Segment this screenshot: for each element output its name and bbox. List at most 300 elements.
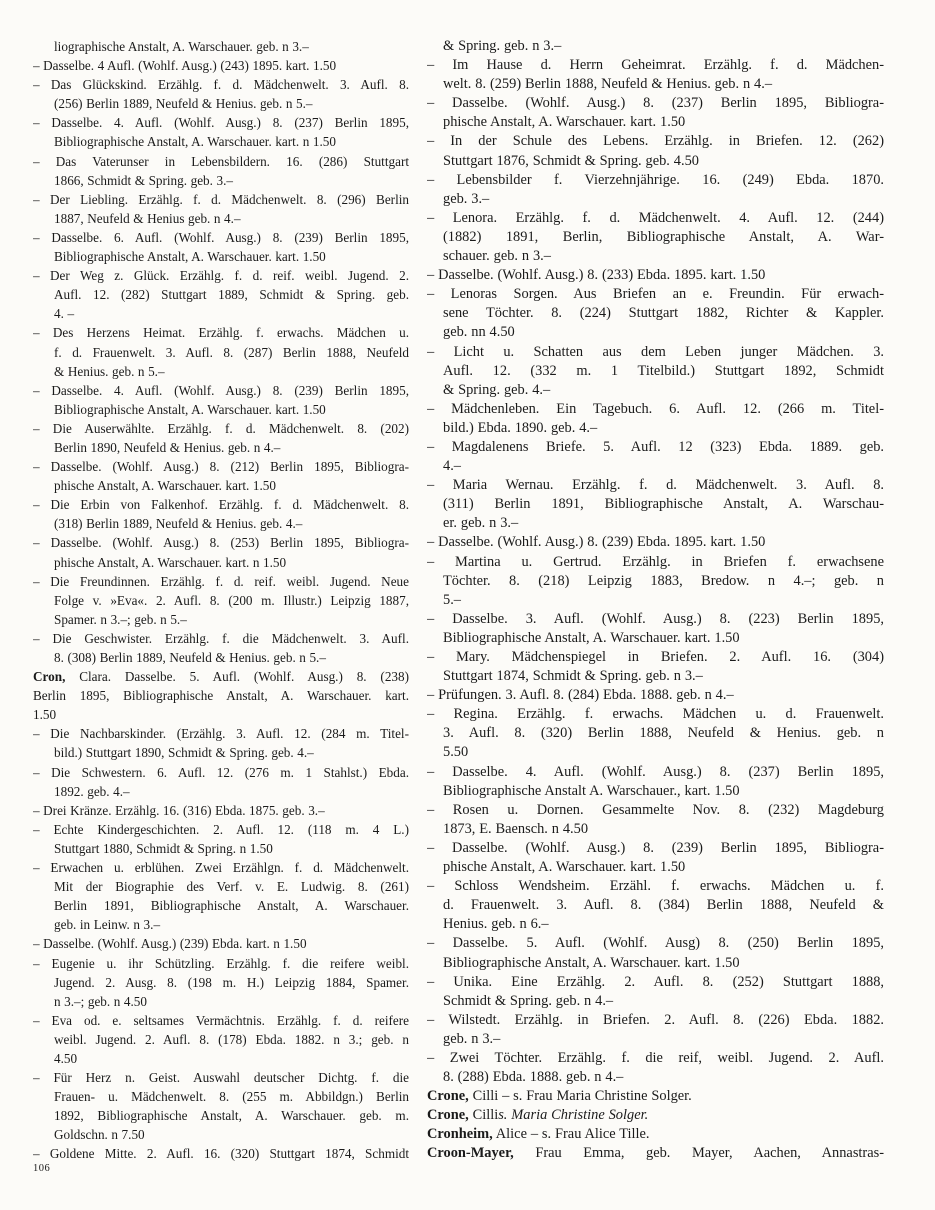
text-line	[427, 343, 884, 362]
text-line	[33, 934, 409, 953]
text-line	[33, 782, 409, 801]
catalog-entry	[427, 686, 884, 705]
entry-text: Bibliographische Anstalt, A. Warschauer. kart. 1.50	[443, 629, 740, 646]
text-line	[33, 820, 409, 839]
text-line	[33, 209, 409, 228]
text-line	[33, 495, 409, 514]
entry-text: – Eva od. e. seltsames Vermächtnis. Erzählg. f. d. reifere	[33, 1012, 409, 1028]
entry-text: – Magdalenens Briefe. 5. Aufl. 12 (323) Ebda. 1889. geb.	[427, 438, 884, 455]
text-line	[427, 820, 884, 839]
entry-text: (318) Berlin 1889, Neufeld & Henius. geb. 4.–	[54, 516, 303, 532]
text-line	[33, 629, 409, 648]
entry-text: – Mädchenleben. Ein Tagebuch. 6. Aufl. 12. (266 m. Titel-	[427, 400, 884, 417]
entry-text: – Dasselbe. 5. Aufl. (Wohlf. Ausg) 8. (250) Berlin 1895,	[427, 935, 884, 952]
entry-text: (256) Berlin 1889, Neufeld & Henius. geb. n 5.–	[54, 96, 313, 112]
text-line	[33, 343, 409, 362]
entry-text: liographische Anstalt, A. Warschauer. geb. n 3.–	[54, 39, 309, 54]
text-line	[427, 476, 884, 495]
entry-text: – Zwei Töchter. Erzählg. f. die reif, weibl. Jugend. 2. Aufl.	[427, 1049, 884, 1066]
text-line	[427, 419, 884, 438]
text-line	[33, 400, 409, 419]
entry-text: phische Anstalt, A. Warschauer. kart. 1.50	[54, 478, 276, 494]
entry-text: er. geb. n 3.–	[443, 515, 519, 532]
entry-text: Berlin 1890, Neufeld & Henius. geb. n 4.–	[54, 439, 281, 455]
text-line	[427, 152, 884, 171]
entry-text: – Die Erbin von Falkenhof. Erzählg. f. d. Mädchenwelt. 8.	[33, 497, 409, 513]
entry-text: 8. (288) Ebda. 1888. geb. n 4.–	[443, 1069, 624, 1086]
text-line	[33, 686, 409, 705]
author-name: Cron,	[33, 669, 66, 685]
text-line	[33, 992, 409, 1011]
text-line	[427, 1106, 884, 1125]
entry-text: geb. nn 4.50	[443, 324, 515, 341]
entry-text: 1892, Bibliographische Anstalt, A. Warschauer. geb. m.	[54, 1108, 409, 1124]
text-line	[427, 362, 884, 381]
catalog-entry	[427, 973, 884, 1011]
text-line	[427, 934, 884, 953]
text-line	[427, 400, 884, 419]
entry-text: – Dasselbe. 4. Aufl. (Wohlf. Ausg.) 8. (237) Berlin 1895,	[427, 763, 884, 780]
entry-text: – Dasselbe. 6. Aufl. (Wohlf. Ausg.) 8. (239) Berlin 1895,	[33, 229, 409, 245]
catalog-entry	[33, 495, 409, 533]
entry-text: bild.) Stuttgart 1890, Schmidt & Spring. geb. 4.–	[54, 745, 314, 761]
catalog-entry	[427, 801, 884, 839]
entry-text: weibl. Jugend. 2. Aufl. 8. (178) Ebda. 1882. n 3.; geb. n	[54, 1031, 409, 1047]
text-line	[427, 533, 884, 552]
entry-text: – Die Geschwister. Erzählg. f. die Mädchenwelt. 3. Aufl.	[33, 630, 409, 646]
text-line	[33, 954, 409, 973]
catalog-entry	[427, 553, 884, 610]
text-line	[33, 457, 409, 476]
entry-text: & Henius. geb. n 5.–	[54, 363, 165, 379]
catalog-entry	[33, 820, 409, 858]
entry-text: – Lenora. Erzählg. f. d. Mädchenwelt. 4. Aufl. 12. (244)	[427, 209, 884, 226]
entry-text: Frauen- u. Mädchenwelt. 8. (255 m. Abbildgn.) Berlin	[54, 1089, 409, 1105]
entry-text: – Dasselbe. (Wohlf. Ausg.) 8. (212) Berlin 1895, Bibliogra-	[33, 459, 409, 475]
entry-text: – Dasselbe. (Wohlf. Ausg.) 8. (253) Berlin 1895, Bibliogra-	[33, 535, 409, 551]
catalog-entry	[33, 266, 409, 323]
text-line	[427, 667, 884, 686]
entry-text: d. Frauenwelt. 3. Aufl. 8. (384) Berlin 1888, Neufeld &	[443, 897, 884, 914]
text-line	[427, 132, 884, 151]
catalog-entry	[427, 56, 884, 94]
text-line	[427, 381, 884, 400]
text-line	[33, 113, 409, 132]
entry-text: Stuttgart 1876, Schmidt & Spring. geb. 4.50	[443, 152, 699, 169]
entry-text: Stuttgart 1880, Schmidt & Spring. n 1.50	[54, 840, 273, 856]
text-line	[427, 724, 884, 743]
entry-text: Schmidt & Spring. geb. n 4.–	[443, 992, 614, 1009]
catalog-entry	[33, 858, 409, 934]
entry-text: Spamer. n 3.–; geb. n 5.–	[54, 611, 187, 627]
text-line	[427, 648, 884, 667]
entry-text: 5.–	[443, 591, 461, 608]
text-line	[33, 533, 409, 552]
text-line	[427, 37, 884, 56]
entry-text: Henius. geb. n 6.–	[443, 916, 549, 933]
text-line	[427, 247, 884, 266]
text-line	[427, 113, 884, 132]
text-line	[427, 877, 884, 896]
entry-text: Folge v. »Eva«. 2. Aufl. 8. (200 m. Illustr.) Leipzig 1887,	[54, 592, 409, 608]
text-line	[33, 667, 409, 686]
catalog-entry	[427, 648, 884, 686]
entry-text: 4.50	[54, 1050, 78, 1066]
entry-text: 3. Aufl. 8. (320) Berlin 1888, Neufeld & Henius. geb. n	[443, 725, 884, 742]
text-line	[427, 56, 884, 75]
text-line	[33, 152, 409, 171]
entry-text: 1866, Schmidt & Spring. geb. 3.–	[54, 172, 233, 188]
catalog-entry	[427, 400, 884, 438]
catalog-entry	[33, 1011, 409, 1068]
catalog-entry	[33, 934, 409, 953]
entry-text: Goldschn. n 7.50	[54, 1127, 145, 1143]
text-line	[427, 1144, 884, 1163]
catalog-entry	[427, 610, 884, 648]
catalog-entry	[427, 533, 884, 552]
text-line	[33, 323, 409, 342]
entry-text: – Echte Kindergeschichten. 2. Aufl. 12. (118 m. 4 L.)	[33, 821, 409, 837]
catalog-entry	[427, 209, 884, 266]
text-line	[427, 801, 884, 820]
text-line	[33, 438, 409, 457]
entry-text: – Dasselbe. (Wohlf. Ausg.) 8. (239) Ebda. 1895. kart. 1.50	[427, 534, 766, 551]
text-line	[33, 915, 409, 934]
text-line	[33, 1144, 409, 1163]
text-line	[427, 285, 884, 304]
catalog-entry	[427, 94, 884, 132]
text-line	[427, 514, 884, 533]
entry-text: n 3.–; geb. n 4.50	[54, 993, 147, 1009]
entry-text: – Dasselbe. 3. Aufl. (Wohlf. Ausg.) 8. (223) Berlin 1895,	[427, 610, 884, 627]
entry-text: geb. in Leinw. n 3.–	[54, 917, 161, 933]
entry-text: & Spring. geb. n 3.–	[443, 38, 562, 54]
text-line	[33, 1106, 409, 1125]
text-line	[33, 1125, 409, 1144]
text-line	[33, 572, 409, 591]
entry-text: Aufl. 12. (282) Stuttgart 1889, Schmidt & Spring. geb.	[54, 287, 409, 303]
text-line	[427, 686, 884, 705]
catalog-entry	[33, 323, 409, 380]
catalog-entry	[33, 763, 409, 801]
text-line	[427, 973, 884, 992]
entry-text: 4. –	[54, 306, 75, 322]
text-line	[33, 705, 409, 724]
entry-text: welt. 8. (259) Berlin 1888, Neufeld & Henius. geb. n 4.–	[443, 76, 773, 93]
text-line	[33, 190, 409, 209]
catalog-entry	[33, 724, 409, 762]
entry-text: – Goldene Mitte. 2. Aufl. 16. (320) Stuttgart 1874, Schmidt	[33, 1146, 409, 1162]
catalog-entry	[33, 56, 409, 75]
text-line	[427, 896, 884, 915]
text-line	[427, 572, 884, 591]
text-line	[427, 839, 884, 858]
entry-text: – Dasselbe. 4. Aufl. (Wohlf. Ausg.) 8. (237) Berlin 1895,	[33, 115, 409, 131]
catalog-entry	[427, 285, 884, 342]
text-line	[427, 323, 884, 342]
text-line	[427, 75, 884, 94]
entry-text: Alice – s. Frau Alice Tille.	[492, 1126, 650, 1143]
catalog-entry	[427, 1144, 884, 1163]
catalog-entry	[427, 1049, 884, 1087]
entry-text: Cilli – s. Frau Maria Christine Solger.	[468, 1088, 692, 1105]
entry-text: 1.50	[33, 707, 57, 723]
text-line	[427, 190, 884, 209]
entry-text: Cilli	[468, 1107, 499, 1124]
page-number: 106	[33, 1163, 51, 1174]
text-line	[427, 610, 884, 629]
entry-text: – Das Glückskind. Erzählg. f. d. Mädchenwelt. 3. Aufl. 8.	[33, 77, 409, 93]
entry-text: geb. n 3.–	[443, 1030, 501, 1047]
author-name: Crone,	[427, 1088, 469, 1105]
catalog-entry	[427, 1125, 884, 1144]
text-line	[427, 228, 884, 247]
entry-text: – Der Weg z. Glück. Erzählg. f. d. reif. weibl. Jugend. 2.	[33, 268, 409, 284]
entry-text: Bibliographische Anstalt, A. Warschauer. kart. 1.50	[54, 401, 326, 417]
entry-text: (1882) 1891, Berlin, Bibliographische Anstalt, A. War-	[443, 228, 884, 245]
catalog-entry	[427, 839, 884, 877]
entry-text: 5.50	[443, 744, 469, 761]
catalog-entry	[33, 152, 409, 190]
catalog-entry	[427, 1106, 884, 1125]
entry-text: Aufl. 12. (332 m. 1 Titelbild.) Stuttgart 1892, Schmidt	[443, 362, 884, 379]
catalog-entry	[33, 190, 409, 228]
catalog-entry	[427, 438, 884, 476]
entry-text: – Regina. Erzählg. f. erwachs. Mädchen u. d. Frauenwelt.	[427, 706, 884, 723]
entry-text: Bibliographische Anstalt A. Warschauer., kart. 1.50	[443, 782, 740, 799]
text-line	[33, 419, 409, 438]
entry-text: Frau Emma, geb. Mayer, Aachen, Annastras-	[513, 1145, 884, 1162]
text-line	[33, 228, 409, 247]
catalog-entry	[33, 457, 409, 495]
catalog-entry	[33, 37, 409, 56]
entry-text: Mit der Biographie des Verf. v. E. Ludwig. 8. (261)	[54, 879, 409, 895]
entry-text: – Des Herzens Heimat. Erzählg. f. erwachs. Mädchen u.	[33, 325, 409, 341]
text-line	[427, 782, 884, 801]
text-line	[427, 954, 884, 973]
text-line	[33, 1011, 409, 1030]
entry-text: Berlin 1891, Bibliographische Anstalt, A. Warschauer.	[54, 898, 409, 914]
catalog-entry	[427, 1011, 884, 1049]
catalog-entry	[427, 1087, 884, 1106]
text-line	[427, 1068, 884, 1087]
entry-text: Berlin 1895, Bibliographische Anstalt, A. Warschauer. kart.	[33, 688, 409, 704]
text-line	[427, 763, 884, 782]
catalog-entry	[33, 801, 409, 820]
text-line	[427, 858, 884, 877]
text-line	[33, 839, 409, 858]
catalog-entry	[427, 343, 884, 400]
text-line	[33, 591, 409, 610]
entry-text: Stuttgart 1874, Schmidt & Spring. geb. n 3.–	[443, 668, 703, 685]
text-line	[33, 877, 409, 896]
catalog-entry	[33, 419, 409, 457]
entry-text: – Unika. Eine Erzählg. 2. Aufl. 8. (252) Stuttgart 1888,	[427, 973, 884, 990]
entry-text: Jugend. 2. Ausg. 8. (198 m. H.) Leipzig 1884, Spamer.	[54, 974, 409, 990]
catalog-entry	[33, 381, 409, 419]
text-line	[33, 743, 409, 762]
entry-text: – Licht u. Schatten aus dem Leben junger Mädchen. 3.	[427, 343, 884, 360]
entry-text: – Dasselbe. (Wohlf. Ausg.) 8. (239) Berlin 1895, Bibliogra-	[427, 839, 884, 856]
entry-text: Bibliographische Anstalt, A. Warschauer. kart. 1.50	[443, 954, 740, 971]
text-line	[33, 724, 409, 743]
text-line	[427, 629, 884, 648]
author-name: Cronheim,	[427, 1126, 493, 1143]
entry-text: – Im Hause d. Herrn Geheimrat. Erzählg. f. d. Mädchen-	[427, 57, 884, 74]
catalog-entry	[33, 572, 409, 629]
text-line	[33, 858, 409, 877]
entry-text: Clara. Dasselbe. 5. Aufl. (Wohlf. Ausg.) 8. (238)	[65, 669, 409, 685]
entry-text: phische Anstalt, A. Warschauer. kart. 1.50	[443, 859, 686, 876]
entry-text: – Wilstedt. Erzählg. in Briefen. 2. Aufl. 8. (226) Ebda. 1882.	[427, 1011, 884, 1028]
entry-text: – Die Auserwählte. Erzählg. f. d. Mädchenwelt. 8. (202)	[33, 420, 409, 436]
text-line	[33, 304, 409, 323]
text-line	[33, 381, 409, 400]
entry-text: 1887, Neufeld & Henius geb. n 4.–	[54, 210, 241, 226]
text-line	[33, 610, 409, 629]
entry-text: (311) Berlin 1891, Bibliographische Anstalt, A. Warschau-	[443, 496, 884, 513]
catalog-entry	[427, 763, 884, 801]
text-line	[33, 362, 409, 381]
text-line	[33, 476, 409, 495]
text-line	[427, 457, 884, 476]
text-line	[33, 896, 409, 915]
text-line	[33, 247, 409, 266]
entry-text: & Spring. geb. 4.–	[443, 381, 551, 398]
text-line	[33, 514, 409, 533]
entry-text: – Dasselbe. (Wohlf. Ausg.) 8. (237) Berlin 1895, Bibliogra-	[427, 95, 884, 112]
text-line	[33, 553, 409, 572]
entry-text: – Prüfungen. 3. Aufl. 8. (284) Ebda. 1888. geb. n 4.–	[427, 687, 734, 704]
text-line	[33, 763, 409, 782]
text-line	[427, 209, 884, 228]
catalog-entry	[427, 266, 884, 285]
entry-text: phische Anstalt, A. Warschauer. kart. 1.50	[443, 114, 686, 131]
catalog-entry	[33, 629, 409, 667]
text-line	[427, 1011, 884, 1030]
text-line	[33, 75, 409, 94]
entry-text: – Maria Wernau. Erzählg. f. d. Mädchenwelt. 3. Aufl. 8.	[427, 477, 884, 494]
text-line	[33, 1087, 409, 1106]
entry-text: Bibliographische Anstalt, A. Warschauer. kart. 1.50	[54, 249, 326, 265]
catalog-entry	[427, 37, 884, 56]
entry-text: – Eugenie u. ihr Schützling. Erzählg. f. die reifere weibl.	[33, 955, 409, 971]
catalog-entry	[427, 476, 884, 533]
text-line	[427, 171, 884, 190]
catalog-entry	[427, 934, 884, 972]
text-line	[33, 1030, 409, 1049]
entry-text: – Schloss Wendsheim. Erzähl. f. erwachs. Mädchen u. f.	[427, 878, 884, 895]
entry-text: – Lenoras Sorgen. Aus Briefen an e. Freundin. Für erwach-	[427, 286, 884, 303]
entry-text: – Martina u. Gertrud. Erzählg. in Briefen f. erwachsene	[427, 553, 884, 570]
text-line	[33, 973, 409, 992]
text-line	[427, 304, 884, 323]
catalog-entry	[427, 705, 884, 762]
text-line	[33, 648, 409, 667]
text-line	[427, 94, 884, 113]
entry-text: – Rosen u. Dornen. Gesammelte Nov. 8. (232) Magdeburg	[427, 801, 884, 818]
entry-text: f. d. Frauenwelt. 3. Aufl. 8. (287) Berlin 1888, Neufeld	[54, 344, 409, 360]
entry-text: 1873, E. Baensch. n 4.50	[443, 820, 589, 837]
text-line	[33, 1049, 409, 1068]
entry-text: – Für Herz n. Geist. Auswahl deutscher Dichtg. f. die	[33, 1070, 409, 1086]
text-line	[427, 992, 884, 1011]
text-line	[33, 266, 409, 285]
text-line	[427, 553, 884, 572]
entry-text: – Die Freundinnen. Erzählg. f. d. reif. weibl. Jugend. Neue	[33, 573, 409, 589]
entry-text: Bibliographische Anstalt, A. Warschauer. kart. n 1.50	[54, 134, 336, 150]
entry-text: – In der Schule des Lebens. Erzählg. in Briefen. 12. (262)	[427, 133, 884, 150]
entry-text: – Der Liebling. Erzählg. f. d. Mädchenwelt. 8. (296) Berlin	[33, 191, 409, 207]
entry-text: sene Töchter. 8. (224) Stuttgart 1882, Richter & Kappler.	[443, 305, 884, 322]
text-line	[427, 1087, 884, 1106]
cross-reference-italic: s. Maria Christine Solger.	[498, 1107, 649, 1124]
text-line	[427, 1030, 884, 1049]
entry-text: bild.) Ebda. 1890. geb. 4.–	[443, 419, 598, 436]
catalog-entry	[33, 228, 409, 266]
text-line	[427, 266, 884, 285]
catalog-entry	[33, 75, 409, 113]
text-line	[427, 1049, 884, 1068]
entry-text: – Das Vaterunser in Lebensbildern. 16. (286) Stuttgart	[33, 153, 409, 169]
author-name: Croon-Mayer,	[427, 1145, 514, 1162]
entry-text: – Erwachen u. erblühen. Zwei Erzählgn. f. d. Mädchenwelt.	[33, 860, 409, 876]
catalog-entry	[427, 877, 884, 934]
entry-text: – Lebensbilder f. Vierzehnjährige. 16. (249) Ebda. 1870.	[427, 171, 884, 188]
entry-text: phische Anstalt, A. Warschauer. kart. n 1.50	[54, 554, 287, 570]
author-name: Crone,	[427, 1107, 469, 1124]
text-line	[33, 132, 409, 151]
entry-text: – Die Nachbarskinder. (Erzählg. 3. Aufl. 12. (284 m. Titel-	[33, 726, 409, 742]
text-line	[33, 285, 409, 304]
text-line	[427, 915, 884, 934]
text-line	[33, 37, 409, 56]
text-line	[427, 743, 884, 762]
text-line	[33, 94, 409, 113]
catalog-entry	[427, 132, 884, 170]
text-line	[33, 1068, 409, 1087]
catalog-entry	[33, 954, 409, 1011]
entry-text: – Dasselbe. (Wohlf. Ausg.) 8. (233) Ebda. 1895. kart. 1.50	[427, 267, 766, 284]
entry-text: 4.–	[443, 458, 461, 475]
entry-text: Töchter. 8. (218) Leipzig 1883, Bredow. n 4.–; geb. n	[443, 572, 884, 589]
text-line	[33, 801, 409, 820]
catalog-entry	[33, 1144, 409, 1163]
entry-text: – Drei Kränze. Erzählg. 16. (316) Ebda. 1875. geb. 3.–	[33, 802, 325, 818]
entry-text: – Die Schwestern. 6. Aufl. 12. (276 m. 1 Stahlst.) Ebda.	[33, 764, 409, 780]
catalog-entry	[33, 113, 409, 151]
text-line	[427, 438, 884, 457]
right-column	[427, 37, 884, 1164]
entry-text: 8. (308) Berlin 1889, Neufeld & Henius. geb. n 5.–	[54, 650, 326, 665]
catalog-entry	[33, 533, 409, 571]
text-line	[427, 591, 884, 610]
catalog-entry	[427, 171, 884, 209]
entry-text: – Dasselbe. 4. Aufl. (Wohlf. Ausg.) 8. (239) Berlin 1895,	[33, 382, 409, 398]
entry-text: geb. 3.–	[443, 190, 490, 207]
entry-text: – Mary. Mädchenspiegel in Briefen. 2. Aufl. 16. (304)	[427, 649, 884, 665]
left-column	[33, 37, 409, 1164]
text-line	[427, 495, 884, 514]
text-line	[427, 1125, 884, 1144]
entry-text: schauer. geb. n 3.–	[443, 248, 551, 265]
entry-text: – Dasselbe. (Wohlf. Ausg.) (239) Ebda. kart. n 1.50	[33, 936, 307, 952]
text-line	[427, 705, 884, 724]
entry-text: 1892. geb. 4.–	[54, 783, 130, 799]
text-line	[33, 171, 409, 190]
text-line	[33, 56, 409, 75]
catalog-entry	[33, 1068, 409, 1144]
